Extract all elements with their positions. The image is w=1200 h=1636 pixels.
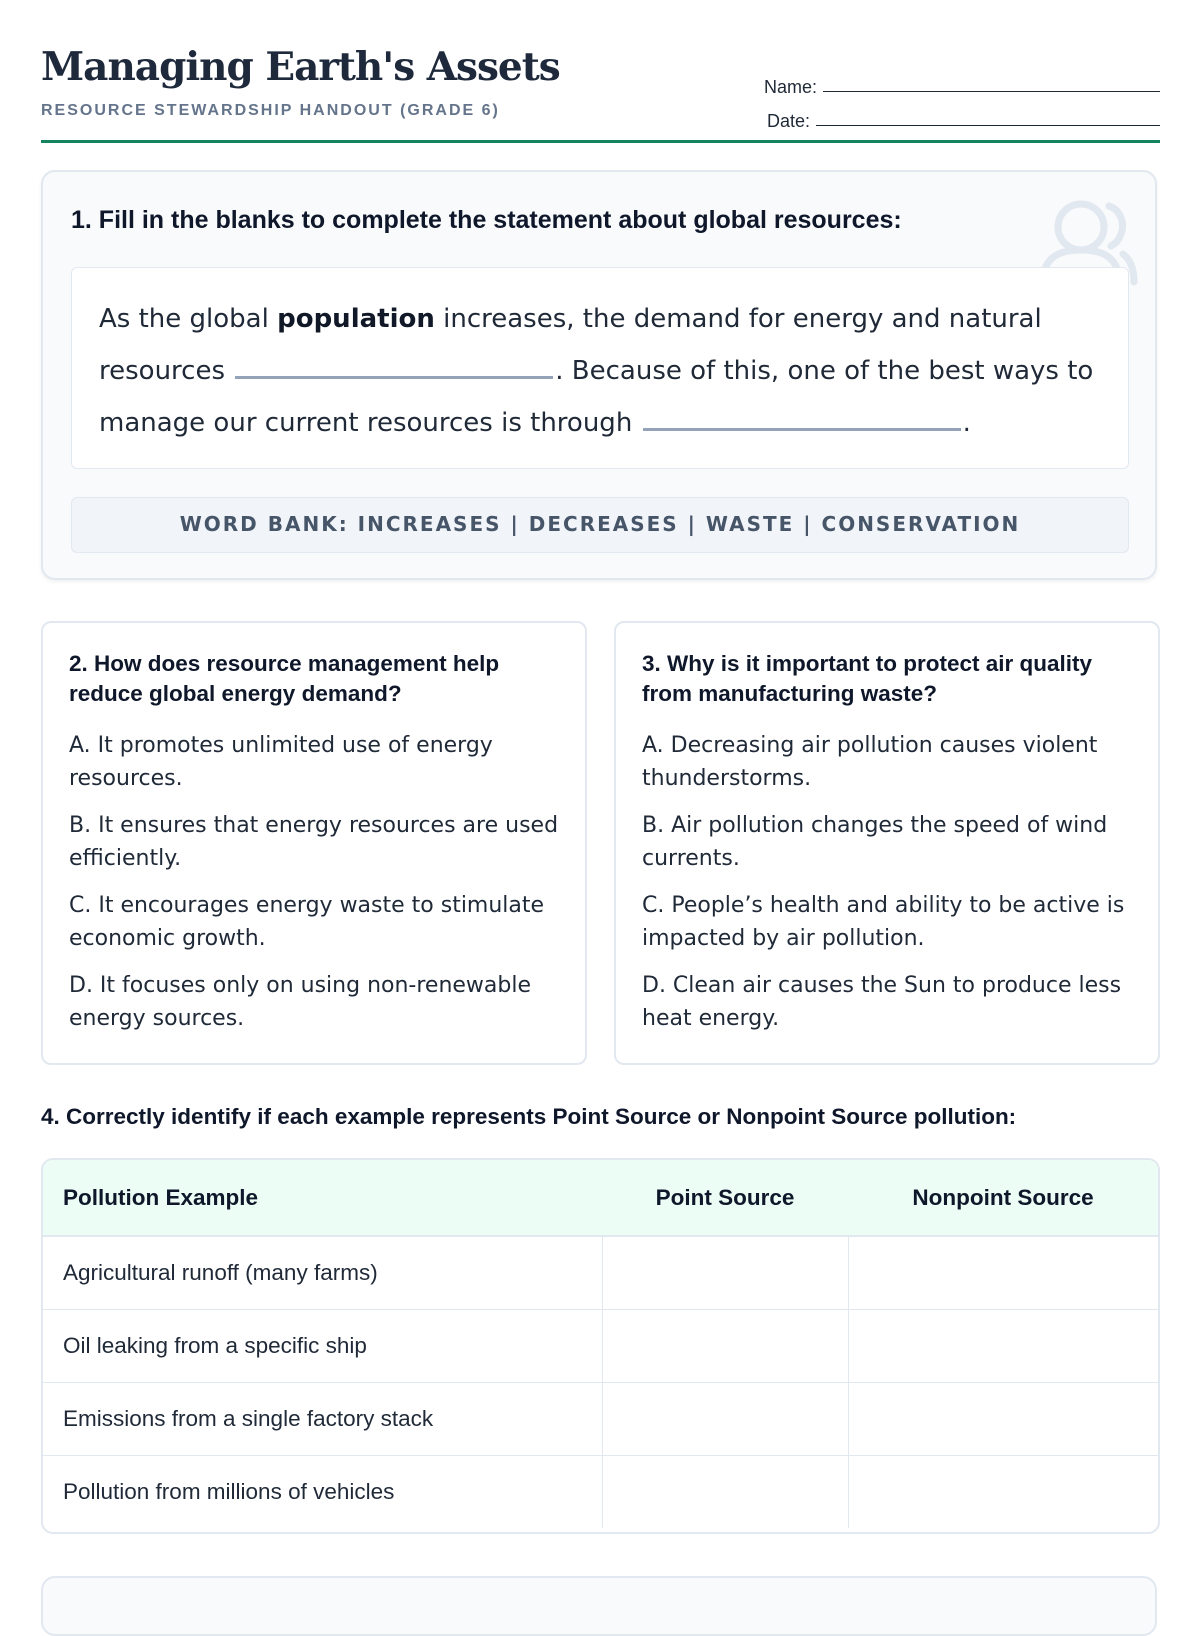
row-example: Pollution from millions of vehicles	[43, 1455, 602, 1528]
table-header-row	[43, 1160, 1158, 1236]
question-4-prompt: 4. Correctly identify if each example represents Point Source or Nonpoint Source pollution:	[41, 1104, 1017, 1129]
question-3-option-b[interactable]: B. Air pollution changes the speed of wind currents.	[642, 813, 1108, 871]
date-field[interactable]	[764, 98, 1160, 132]
row-example: Oil leaking from a specific ship	[43, 1309, 602, 1382]
table-row	[43, 1236, 1158, 1309]
table-row	[43, 1309, 1158, 1382]
column-header-nonpoint: Nonpoint Source	[848, 1160, 1158, 1236]
row-example: Emissions from a single factory stack	[43, 1382, 602, 1455]
column-header-point: Point Source	[602, 1160, 848, 1236]
word-bank: WORD BANK: INCREASES | DECREASES | WASTE | CONSERVATION	[71, 497, 1129, 553]
question-3-text: 3. Why is it important to protect air quality from manufacturing waste?	[642, 651, 1093, 706]
name-date-block	[764, 64, 1160, 132]
header	[41, 0, 1160, 143]
question-2-text: 2. How does resource management help reduce global energy demand?	[69, 651, 500, 706]
point-source-cell[interactable]	[602, 1236, 848, 1309]
name-line[interactable]	[823, 75, 1160, 92]
question-3-card	[614, 621, 1160, 1065]
pollution-table	[41, 1158, 1160, 1534]
table-row	[43, 1382, 1158, 1455]
table-row	[43, 1455, 1158, 1528]
nonpoint-source-cell[interactable]	[848, 1455, 1158, 1528]
name-field[interactable]	[764, 64, 1160, 98]
question-2-option-b[interactable]: B. It ensures that energy resources are used efficiently.	[69, 813, 559, 871]
blank-2[interactable]	[643, 406, 961, 431]
question-2-card	[41, 621, 587, 1065]
nonpoint-source-cell[interactable]	[848, 1382, 1158, 1455]
point-source-cell[interactable]	[602, 1455, 848, 1528]
question-1-prompt: 1. Fill in the blanks to complete the statement about global resources:	[71, 206, 902, 234]
row-example: Agricultural runoff (many farms)	[63, 1259, 378, 1285]
question-3-option-c[interactable]: C. People’s health and ability to be active is impacted by air pollution.	[642, 893, 1125, 951]
date-line[interactable]	[816, 109, 1160, 126]
next-section-card	[41, 1576, 1157, 1636]
name-label: Name:	[764, 77, 818, 97]
question-2-option-c[interactable]: C. It encourages energy waste to stimulate economic growth.	[69, 893, 545, 951]
statement-text-1: As the global	[99, 304, 278, 334]
column-header-example: Pollution Example	[43, 1160, 602, 1236]
statement-text-2: increases, the demand for energy and natural resources	[99, 304, 1042, 386]
point-source-cell[interactable]	[602, 1382, 848, 1455]
question-3-option-a[interactable]: A. Decreasing air pollution causes violent thunderstorms.	[642, 733, 1098, 791]
page-title: Managing Earth's Assets	[41, 44, 560, 90]
question-1-card	[41, 170, 1157, 580]
fill-in-statement	[71, 267, 1129, 469]
point-source-cell[interactable]	[602, 1309, 848, 1382]
worksheet-page	[41, 0, 1160, 1504]
page-subtitle: RESOURCE STEWARDSHIP HANDOUT (GRADE 6)	[41, 102, 500, 119]
question-2-option-a[interactable]: A. It promotes unlimited use of energy resources.	[69, 733, 493, 791]
statement-text-4: .	[962, 408, 971, 438]
question-3-option-d[interactable]: D. Clean air causes the Sun to produce less heat energy.	[642, 973, 1122, 1031]
nonpoint-source-cell[interactable]	[848, 1309, 1158, 1382]
statement-text-3: . Because of this, one of the best ways to manage our current resources is through	[99, 356, 1094, 438]
blank-1[interactable]	[235, 354, 553, 379]
question-2-option-d[interactable]: D. It focuses only on using non-renewable energy sources.	[69, 973, 532, 1031]
nonpoint-source-cell[interactable]	[848, 1236, 1158, 1309]
statement-keyword: population	[277, 304, 435, 334]
date-label: Date:	[767, 111, 811, 131]
